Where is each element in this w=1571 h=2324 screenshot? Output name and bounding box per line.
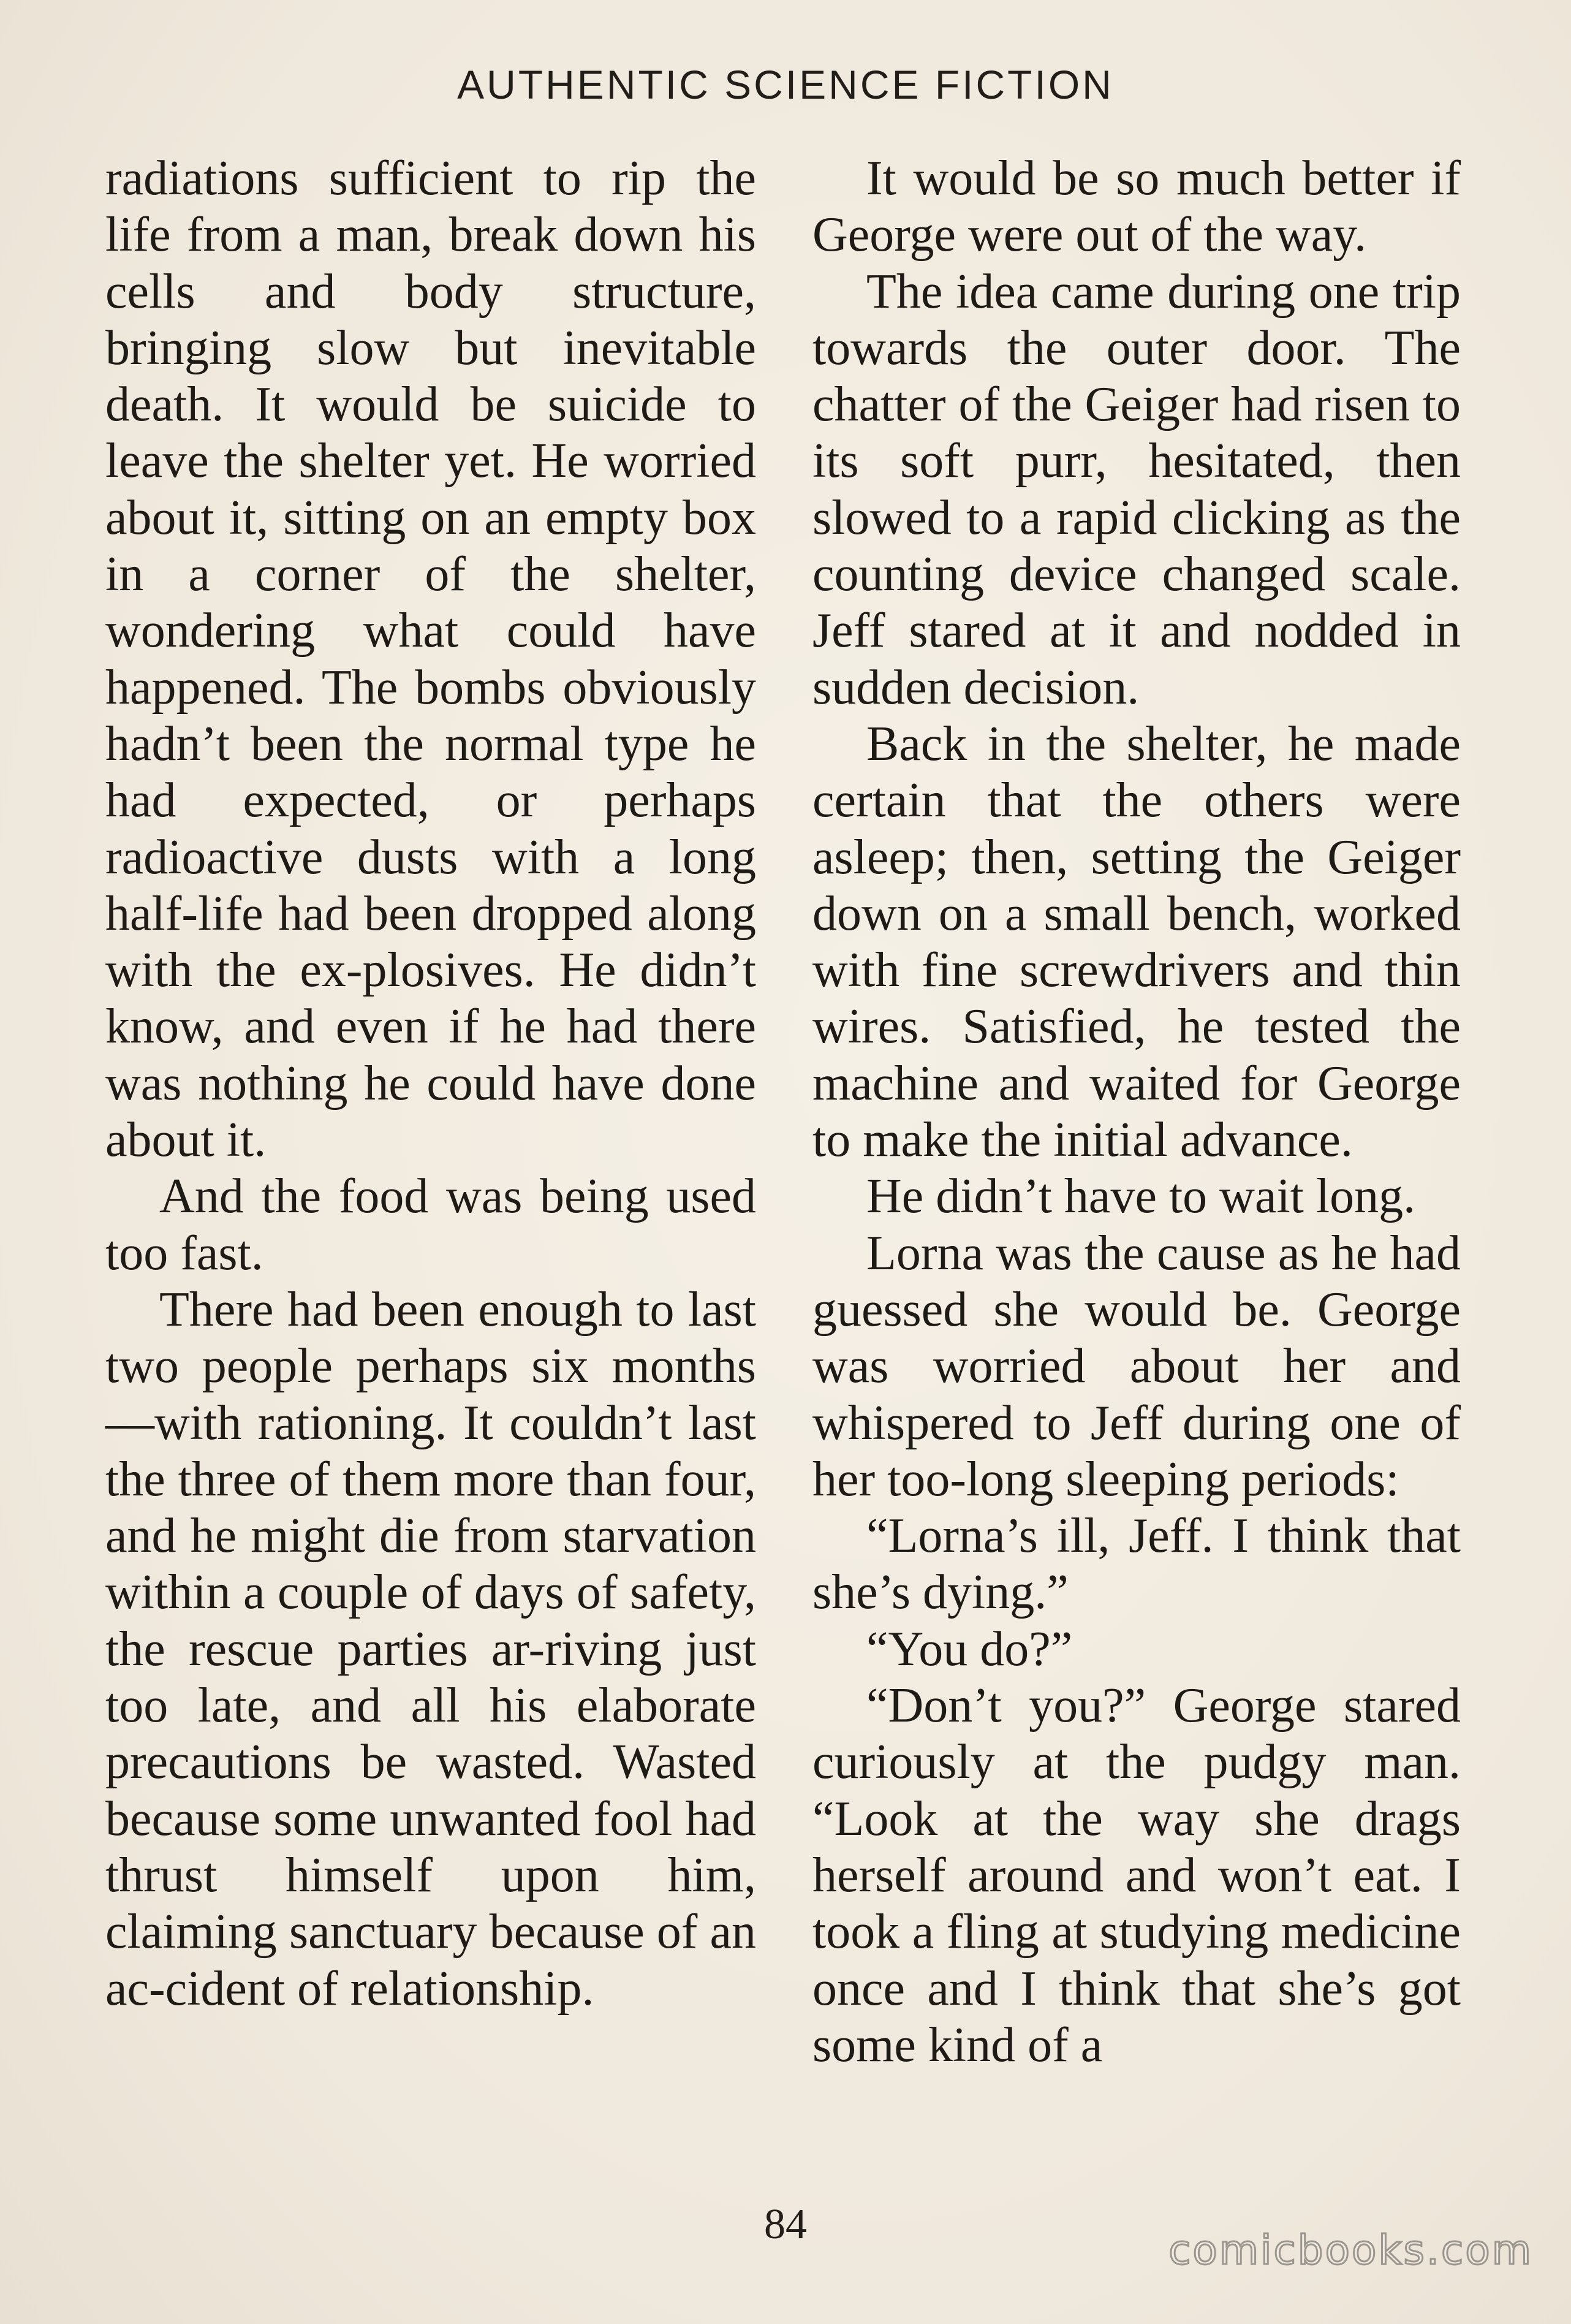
paragraph: radiations sufficient to rip the life from a man, break down his cells and body structure, bringing slow but inevitable death. It would be suicide to leave the shelter yet. He worried about it, sitting on an empty box in a corner of the shelter, wondering what could have happened. The bombs obviously hadn’t been the normal type he had expected, or perhaps radioactive dusts with a long half-life had been dropped along with the ex-plosives. He didn’t know, and even if he had there was nothing he could have done about it. <box>105 151 756 1168</box>
paragraph: There had been enough to last two people perhaps six months—with rationing. It couldn’t last the three of them more than four, and he might die from starvation within a couple of days of safety, the rescue parties ar-riving just too late, and all his elaborate precautions be wasted. Wasted because some unwanted fool had thrust himself upon him, claiming sanctuary because of an ac-cident of relationship. <box>105 1282 756 2016</box>
page-number: 84 <box>764 2201 807 2248</box>
running-header: AUTHENTIC SCIENCE FICTION <box>457 62 1114 107</box>
left-text-column <box>105 150 756 2017</box>
paragraph: And the food was being used too fast. <box>105 1169 756 1280</box>
paragraph: “Don’t you?” George stared curiously at the pudgy man. “Look at the way she drags herself around and won’t eat. I took a fling at studying medicine once and I think that she’s got some kind of a <box>812 1679 1461 2072</box>
paragraph: “Lorna’s ill, Jeff. I think that she’s dying.” <box>812 1509 1461 1620</box>
right-text-column <box>812 150 1461 2073</box>
paragraph: “You do?” <box>866 1622 1073 1676</box>
watermark: comicbooks.com <box>1168 2227 1533 2274</box>
paragraph: Back in the shelter, he made certain that the others were asleep; then, setting the Geiger down on a small bench, worked with fine screwdrivers and thin wires. Satisfied, he tested the machine and waited for George to make the initial advance. <box>812 716 1461 1168</box>
paragraph: Lorna was the cause as he had guessed she would be. George was worried about her and whispered to Jeff during one of her too-long sleeping periods: <box>812 1226 1461 1506</box>
paragraph: It would be so much better if George were out of the way. <box>812 151 1461 262</box>
paragraph: The idea came during one trip towards the outer door. The chatter of the Geiger had risen to its soft purr, hesitated, then slowed to a rapid clicking as the counting device changed scale. Jeff stared at it and nodded in sudden decision. <box>812 264 1461 715</box>
paragraph: He didn’t have to wait long. <box>866 1169 1416 1224</box>
